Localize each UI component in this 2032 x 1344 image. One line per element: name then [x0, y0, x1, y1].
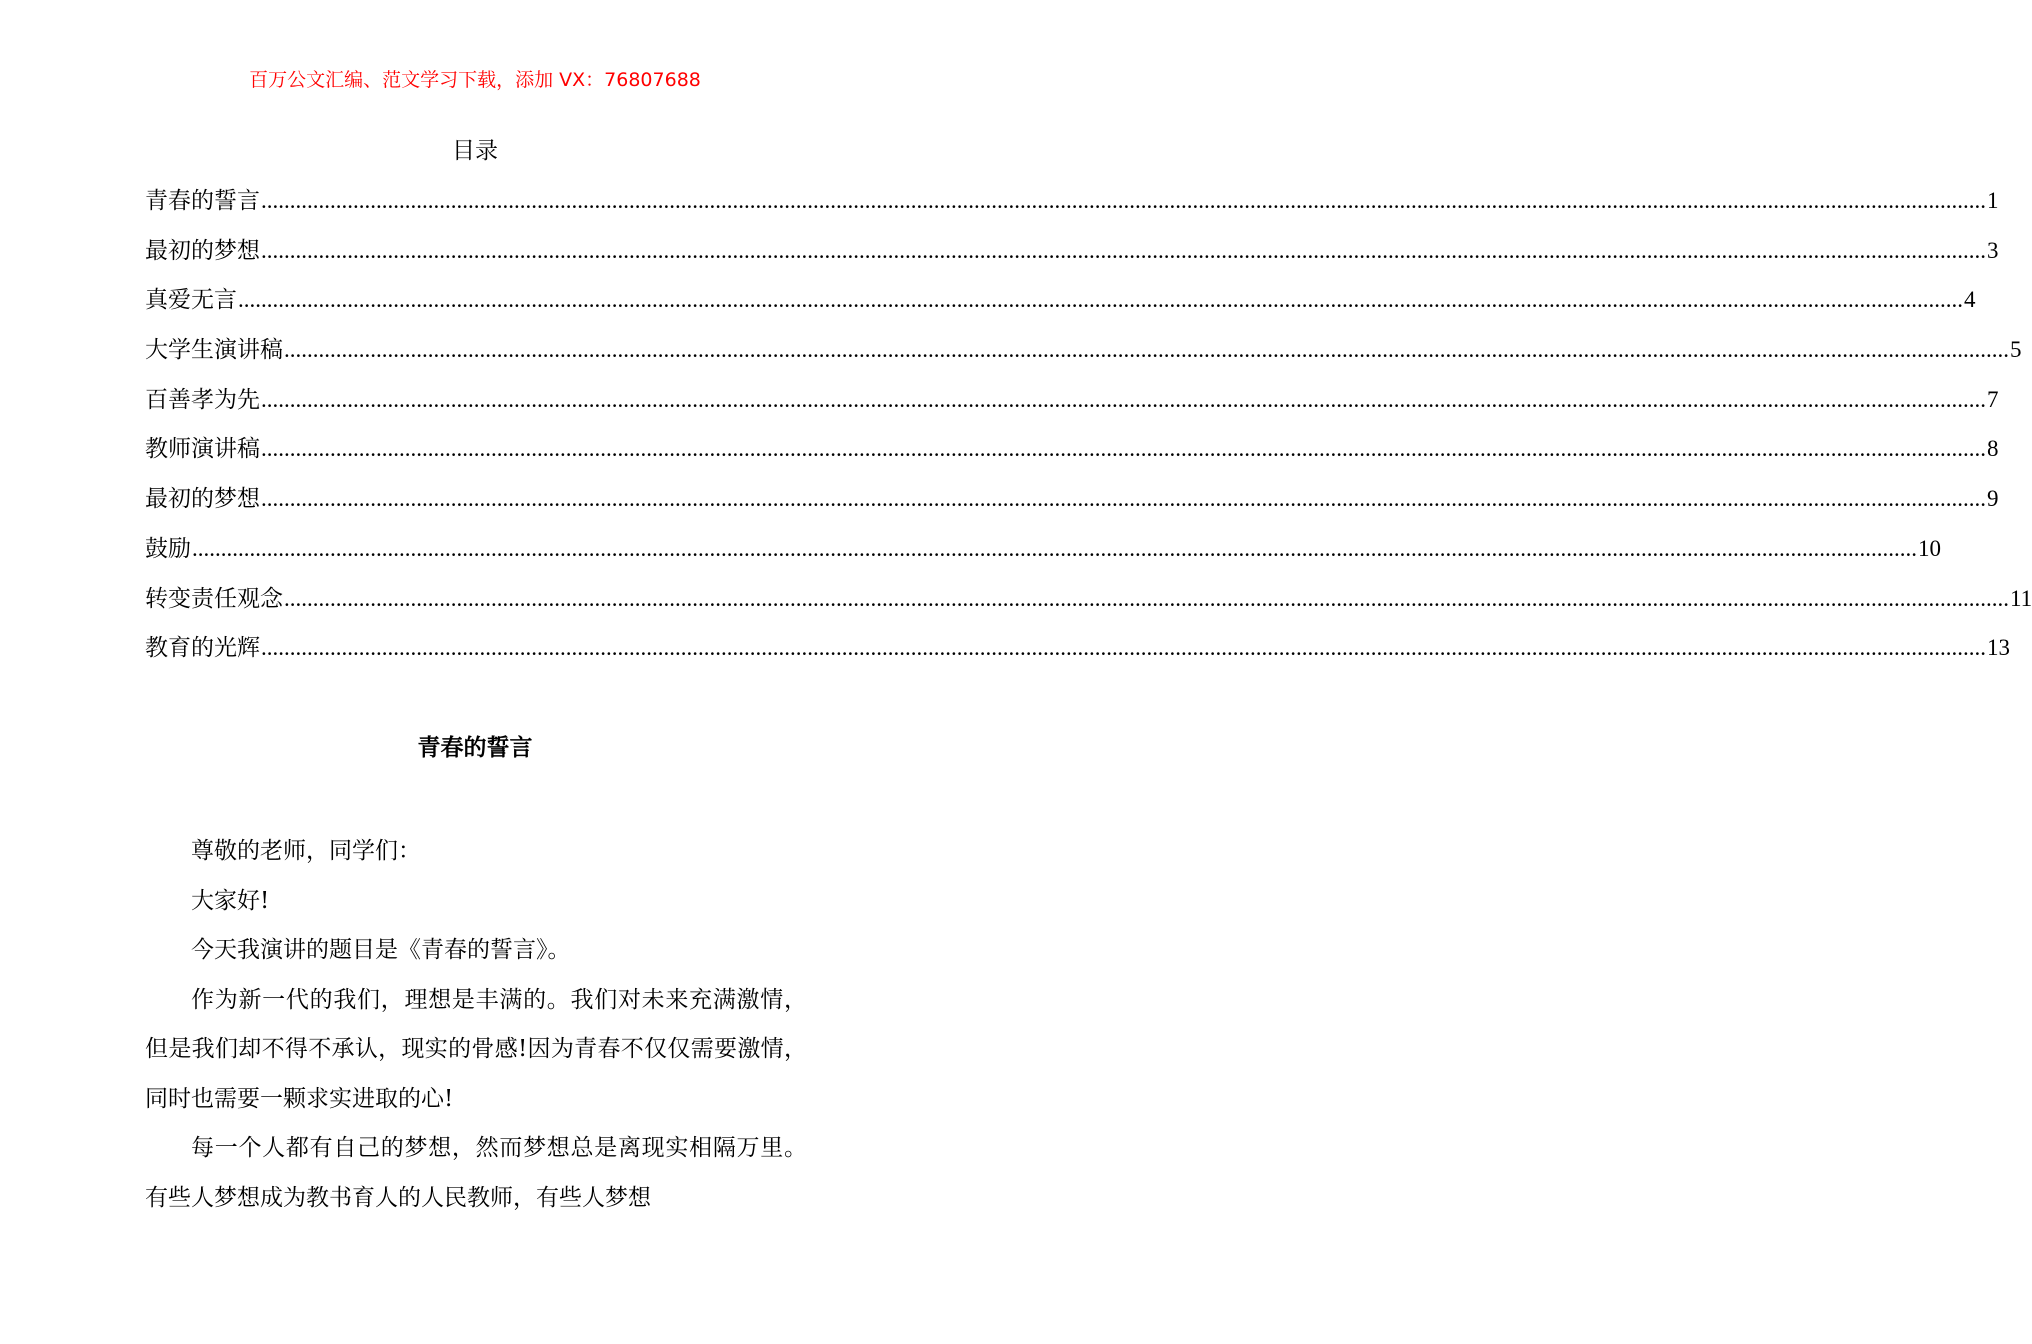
article-paragraph: 今天我演讲的题目是《青春的誓言》。 [191, 937, 571, 963]
toc-leader-dots: ............................................................................................................................................................................................................................................................................................................ [261, 436, 1986, 462]
toc-entry[interactable] [145, 332, 2022, 382]
toc-leader-dots: ............................................................................................................................................................................................................................................................................................................ [284, 585, 2009, 611]
table-of-contents [145, 183, 2032, 680]
toc-entry-label: 青春的誓言 [145, 188, 260, 214]
toc-entry-page: 13 [1987, 635, 2010, 661]
article-paragraph: 作为新一代的我们，理想是丰满的。我们对未来充满激情，但是我们却不得不承认，现实的骨感!因为青春不仅仅需要激情，同时也需要一颗求实进取的心! [145, 986, 807, 1112]
header-notice: 百万公文汇编、范文学习下载，添加 VX：76807688 [249, 69, 701, 91]
toc-entry-page: 4 [1964, 287, 1976, 313]
toc-entry-page: 7 [1987, 386, 1999, 412]
toc-leader-dots: ............................................................................................................................................................................................................................................................................................................ [261, 486, 1986, 512]
toc-entry[interactable] [145, 581, 2032, 631]
toc-entry-page: 10 [1918, 535, 1941, 561]
article-paragraph: 大家好! [191, 887, 270, 914]
article-title: 青春的誓言 [417, 734, 533, 761]
toc-leader-dots: ............................................................................................................................................................................................................................................................................................................ [261, 237, 1986, 263]
toc-entry-label: 最初的梦想 [145, 237, 260, 264]
toc-entry-label: 转变责任观念 [145, 585, 283, 612]
toc-leader-dots: ............................................................................................................................................................................................................................................................................................................ [261, 635, 1986, 661]
toc-entry-page: 8 [1987, 436, 1999, 462]
toc-leader-dots: ............................................................................................................................................................................................................................................................................................................ [192, 535, 1917, 561]
toc-entry-page: 1 [1987, 188, 1999, 213]
toc-entry[interactable] [145, 282, 1976, 332]
article-paragraph: 尊敬的老师，同学们： [191, 838, 421, 864]
article-paragraph: 每一个人都有自己的梦想，然而梦想总是离现实相隔万里。有些人梦想成为教书育人的人民教师，有些人梦想 [145, 1135, 807, 1211]
toc-entry[interactable] [145, 481, 1999, 531]
toc-title: 目录 [452, 138, 498, 164]
toc-entry[interactable] [145, 183, 1999, 233]
toc-entry-page: 3 [1987, 237, 1999, 263]
toc-entry-label: 大学生演讲稿 [145, 337, 283, 364]
toc-entry-label: 真爱无言 [145, 287, 237, 314]
toc-leader-dots: ............................................................................................................................................................................................................................................................................................................ [261, 188, 1986, 213]
toc-entry[interactable] [145, 233, 1999, 283]
toc-entry-label: 百善孝为先 [145, 386, 260, 413]
toc-entry[interactable] [145, 431, 1999, 481]
toc-entry-label: 教育的光辉 [145, 635, 260, 662]
toc-entry[interactable] [145, 382, 1999, 432]
toc-entry-page: 9 [1987, 486, 1999, 512]
toc-entry-page: 5 [2010, 337, 2022, 363]
toc-leader-dots: ............................................................................................................................................................................................................................................................................................................ [284, 337, 2009, 363]
toc-entry-page: 11 [2010, 585, 2032, 611]
toc-entry-label: 最初的梦想 [145, 486, 260, 513]
toc-entry-label: 鼓励 [145, 535, 191, 562]
toc-leader-dots: ............................................................................................................................................................................................................................................................................................................ [238, 287, 1963, 313]
toc-leader-dots: ............................................................................................................................................................................................................................................................................................................ [261, 386, 1986, 412]
toc-entry[interactable] [145, 630, 2010, 680]
toc-entry-label: 教师演讲稿 [145, 436, 260, 463]
article-body [145, 827, 807, 1223]
toc-entry[interactable] [145, 531, 1941, 581]
